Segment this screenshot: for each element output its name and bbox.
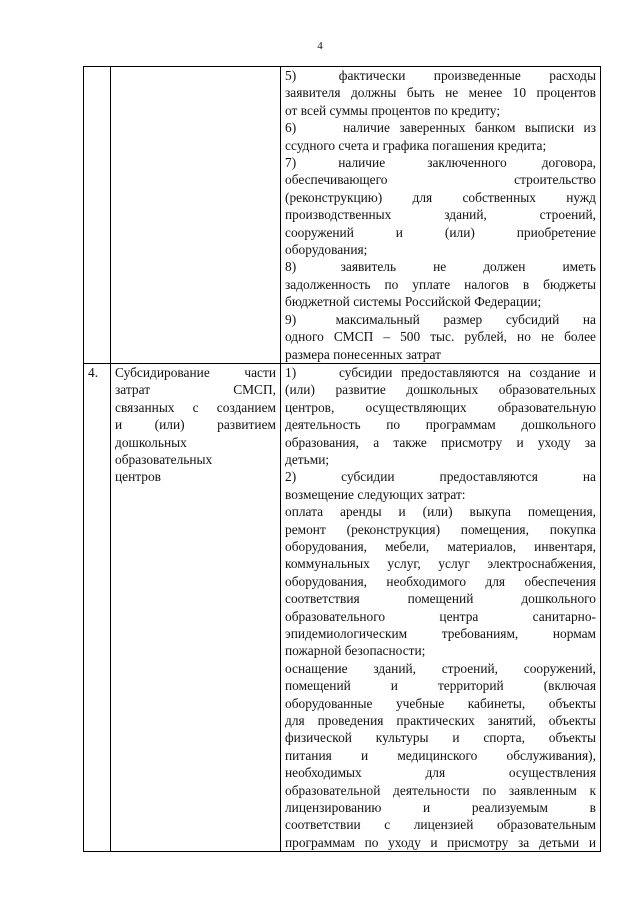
text-line: и (или) развитием [115,417,276,433]
subsidy-table [83,66,601,852]
text-line: детьми; [285,451,330,467]
text-line: 5) фактически произведенные расходы [285,68,596,83]
text-line: Субсидирование части [115,364,276,380]
text-line: затрат СМСП, [115,382,276,398]
text-line: соответствия помещений дошкольного [285,591,596,607]
text-line: оборудования, необходимого для обеспечения [285,573,596,589]
text-line: от всей суммы процентов по кредиту; [285,102,501,118]
text-line: деятельность по программам дошкольного [285,417,596,433]
text-line: оборудованные учебные кабинеты, объекты [285,695,596,711]
text-line: оборудования, мебели, материалов, инвентаря, [285,538,596,554]
text-line: соответствии с лицензией образовательным [285,817,596,833]
title-cell [111,363,281,851]
conditions-cell [281,363,601,851]
continued-conditions [285,67,596,363]
text-line: одного СМСП – 500 тыс. рублей, но не более [285,329,596,345]
text-line: 9) максимальный размер субсидий на [285,311,596,327]
text-line: обеспечивающего строительство [285,172,596,188]
text-line: образования, а также присмотру и уходу за [285,434,596,450]
text-line: образовательной деятельности по заявленным к [285,782,596,798]
text-line: 8) заявитель не должен иметь [285,259,596,275]
text-line: лицензированию и реализуемым в [285,800,596,816]
subsidy-title [115,364,276,486]
text-line: 6) наличие заверенных банком выписки из [285,120,596,136]
page-number: 4 [317,40,323,52]
text-line: центров, осуществляющих образовательную [285,399,596,415]
table-row [84,67,601,364]
text-line: 7) наличие заключенного договора, [285,155,596,171]
text-line: сооружений и (или) приобретение [285,224,596,240]
text-line: заявителя должны быть не менее 10 процентов [285,85,596,101]
text-line: 2) субсидии предоставляются на [285,469,596,485]
text-line: помещений и территорий (включая [285,678,596,694]
conditions-cell [281,67,601,364]
text-line: питания и медицинского обслуживания), [285,747,596,763]
text-line: оплата аренды и (или) выкупа помещения, [285,504,596,520]
text-line: оборудования; [285,242,368,258]
text-line: коммунальных услуг, услуг электроснабжения, [285,556,596,572]
text-line: ремонт (реконструкция) помещения, покупка [285,521,596,537]
text-line: физической культуры и спорта, объекты [285,730,596,746]
text-line: пожарной безопасности; [285,643,426,659]
text-line: оснащение зданий, строений, сооружений, [285,660,596,676]
title-cell [111,67,281,364]
text-line: образовательных [115,451,213,467]
text-line: необходимых для осуществления [285,765,596,781]
text-line: бюджетной системы Российской Федерации; [285,294,542,310]
text-line: центров [115,469,162,485]
number-cell [84,67,111,364]
text-line: для проведения практических занятий, объекты [285,713,596,729]
text-line: образовательного центра санитарно- [285,608,596,624]
text-line: ссудного счета и графика погашения кредита; [285,137,547,153]
text-line: связанных с созданием [115,399,276,415]
text-line: производственных зданий, строений, [285,207,596,223]
text-line: (или) развитие дошкольных образовательных [285,382,596,398]
text-line: задолженность по уплате налогов в бюджеты [285,276,596,292]
text-line: возмещение следующих затрат: [285,486,466,502]
row-number: 4. [84,363,111,851]
text-line: эпидемиологическим требованиям, нормам [285,626,596,641]
text-line: программам по уходу и присмотру за детьми и [285,834,596,850]
table-row [84,363,601,851]
text-line: размера понесенных затрат [285,346,441,362]
text-line: дошкольных [115,434,187,450]
text-line: (реконструкцию) для собственных нужд [285,189,596,205]
text-line: 1) субсидии предоставляются на создание и [285,364,596,380]
subsidy-conditions [285,364,596,851]
